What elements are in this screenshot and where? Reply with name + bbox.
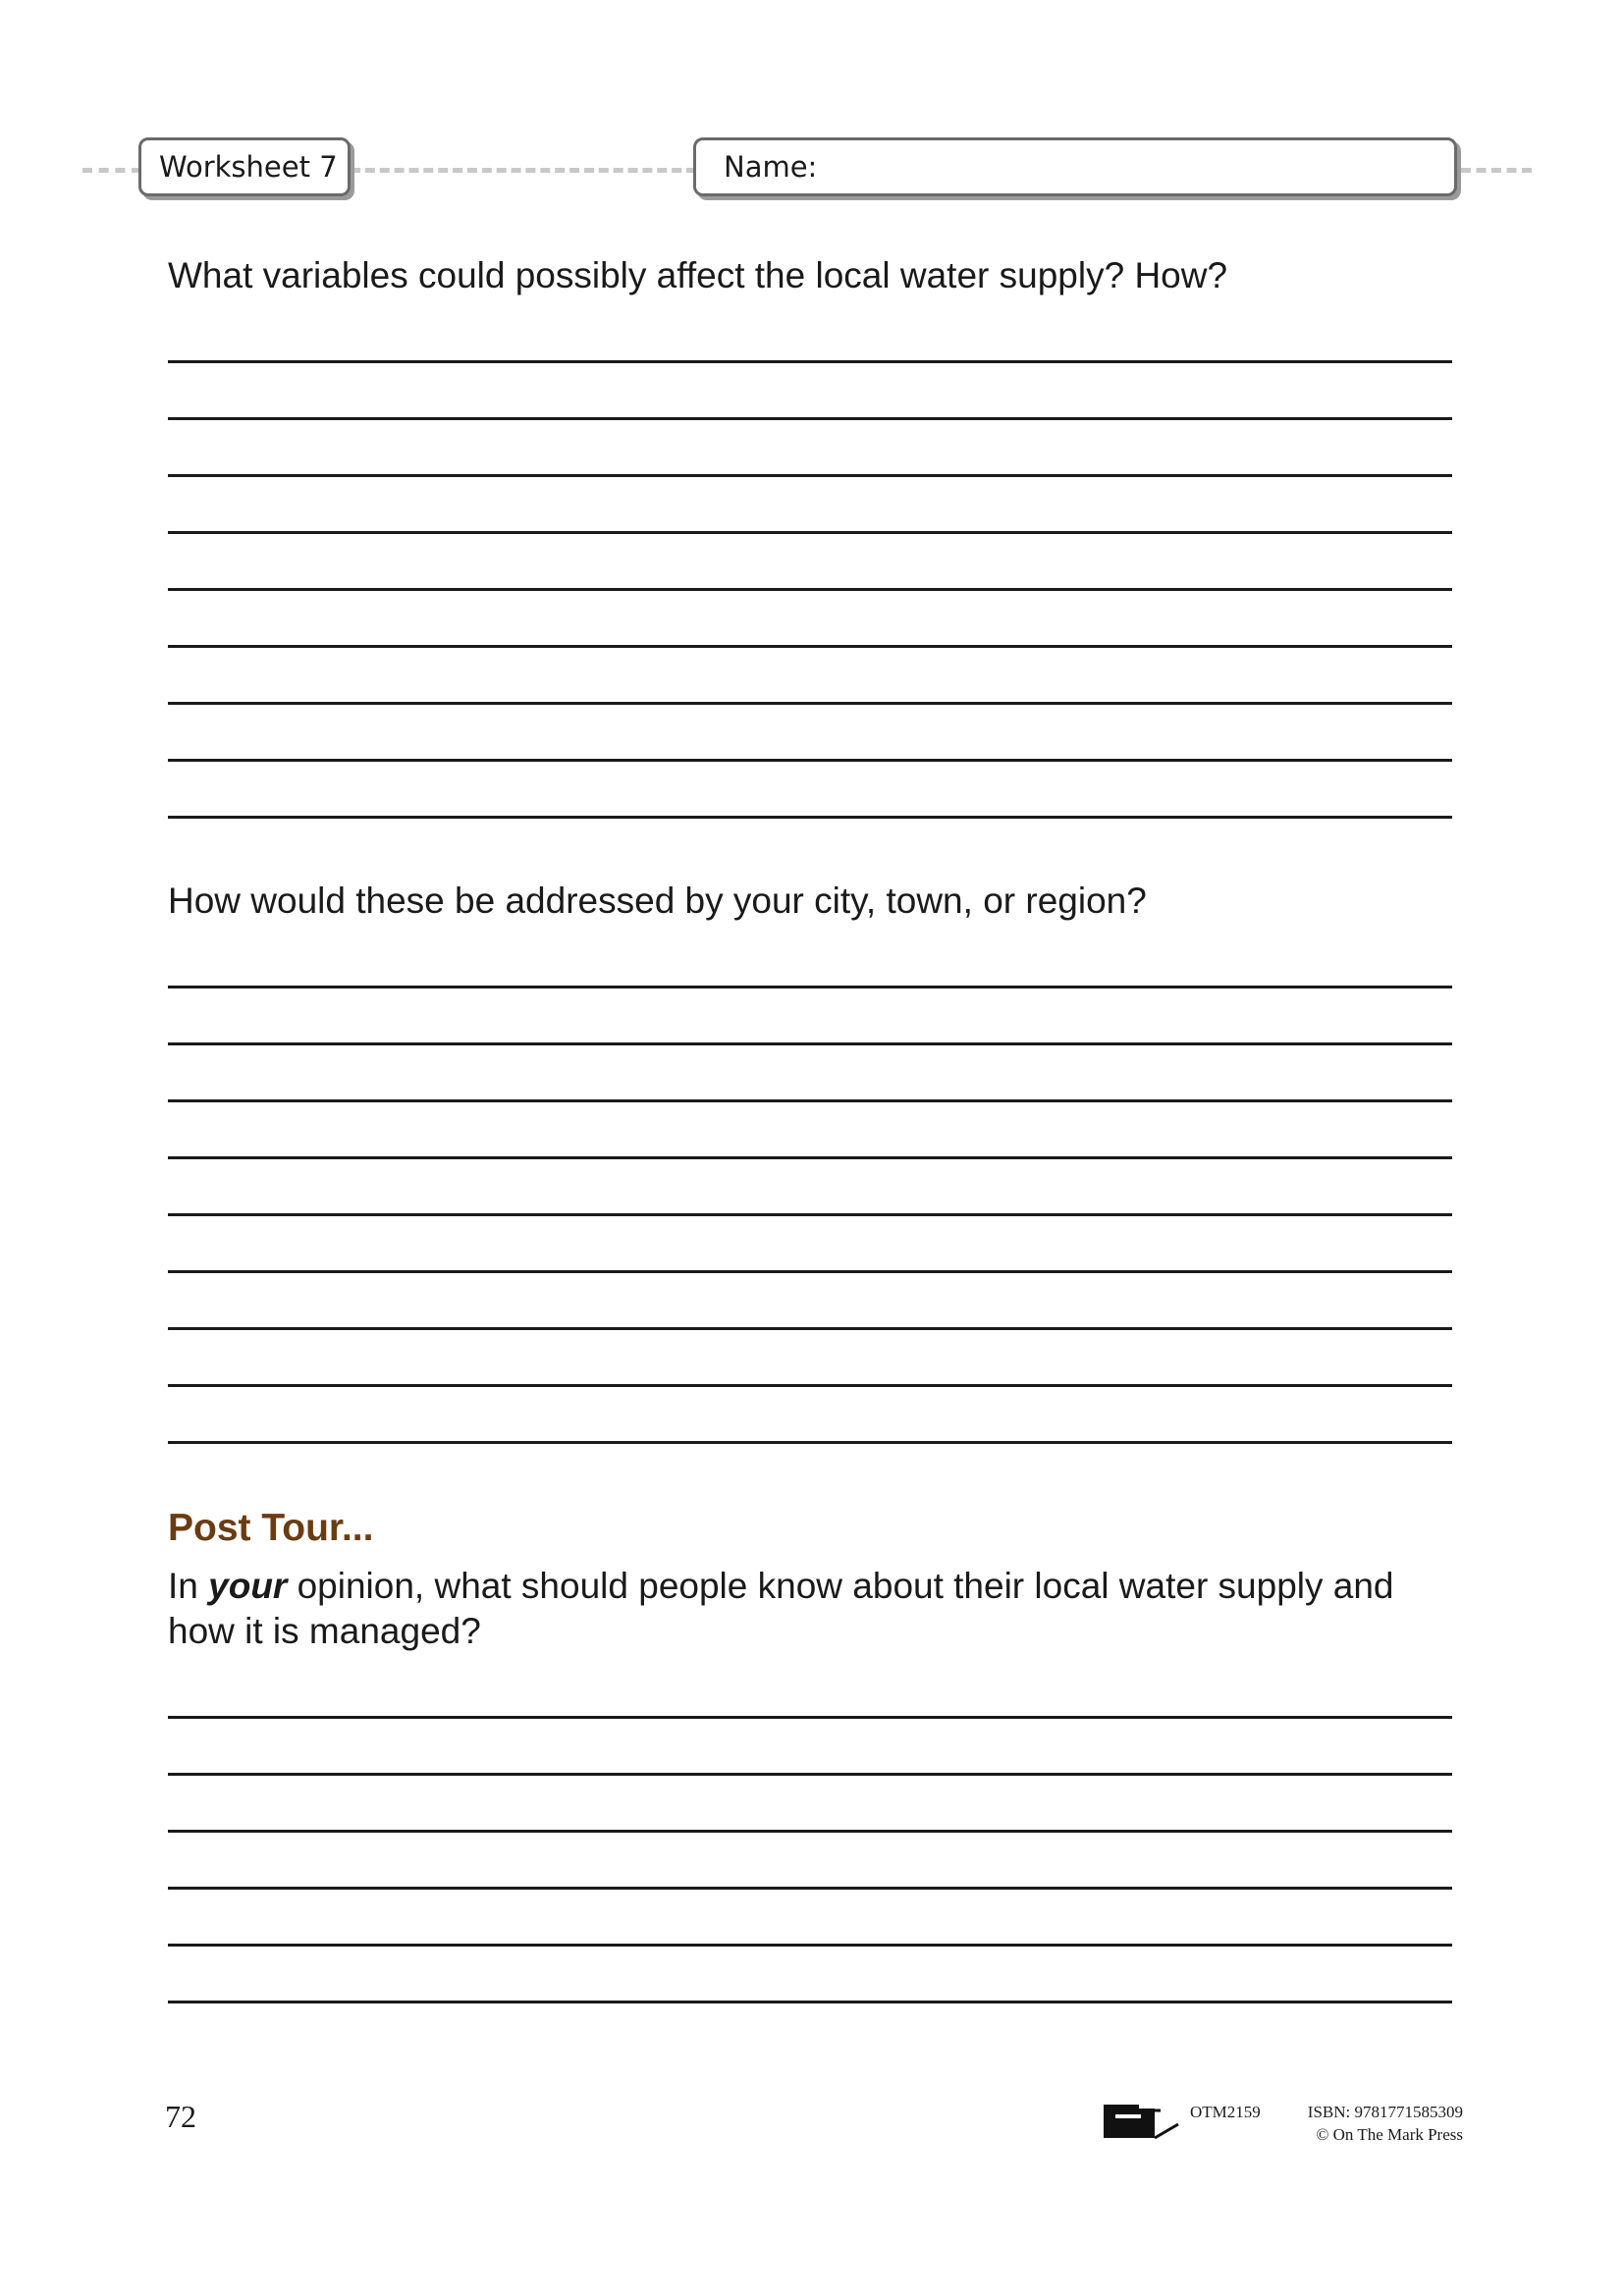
name-label: Name:: [724, 150, 818, 184]
answer-line[interactable]: [168, 986, 1452, 988]
answer-line[interactable]: [168, 645, 1452, 648]
answer-line[interactable]: [168, 2001, 1452, 2003]
answer-line[interactable]: [168, 360, 1452, 363]
header-dashed-rule-right: [1461, 168, 1532, 173]
answer-lines-question-2[interactable]: [168, 986, 1452, 1447]
header-dashed-rule-left: [82, 168, 141, 173]
answer-line[interactable]: [168, 1384, 1452, 1387]
answer-line[interactable]: [168, 1270, 1452, 1273]
post-tour-question-prefix: In: [168, 1566, 209, 1606]
post-tour-question-emphasis: your: [208, 1566, 288, 1606]
answer-line[interactable]: [168, 759, 1452, 762]
post-tour-heading: Post Tour...: [168, 1507, 374, 1549]
isbn: ISBN: 9781771585309: [1307, 2103, 1463, 2121]
question-2: How would these be addressed by your city, town, or region?: [168, 881, 1147, 921]
answer-line[interactable]: [168, 1327, 1452, 1330]
answer-lines-post-tour[interactable]: [168, 1716, 1452, 2010]
answer-line[interactable]: [168, 1944, 1452, 1947]
answer-line[interactable]: [168, 1156, 1452, 1159]
answer-line[interactable]: [168, 1441, 1452, 1444]
answer-line[interactable]: [168, 1042, 1452, 1045]
on-the-mark-press-logo-icon: [1102, 2099, 1180, 2144]
answer-line[interactable]: [168, 1099, 1452, 1102]
copyright: © On The Mark Press: [1316, 2125, 1463, 2144]
product-code: OTM2159: [1190, 2103, 1261, 2121]
publisher-info: [1190, 2101, 1463, 2146]
answer-line[interactable]: [168, 417, 1452, 420]
answer-line[interactable]: [168, 1213, 1452, 1216]
answer-line[interactable]: [168, 816, 1452, 819]
answer-line[interactable]: [168, 1887, 1452, 1890]
question-1: What variables could possibly affect the local water supply? How?: [168, 255, 1228, 295]
post-tour-question: [168, 1564, 1464, 1654]
answer-line[interactable]: [168, 1716, 1452, 1719]
answer-line[interactable]: [168, 531, 1452, 534]
post-tour-question-rest: opinion, what should people know about their local water supply and how it is managed?: [168, 1566, 1394, 1651]
answer-line[interactable]: [168, 588, 1452, 591]
answer-lines-question-1[interactable]: [168, 360, 1452, 822]
answer-line[interactable]: [168, 474, 1452, 477]
answer-line[interactable]: [168, 1773, 1452, 1776]
header-dashed-rule-middle: [351, 168, 696, 173]
name-field[interactable]: [693, 137, 1457, 196]
worksheet-label: Worksheet 7: [159, 150, 338, 184]
answer-line[interactable]: [168, 702, 1452, 705]
answer-line[interactable]: [168, 1830, 1452, 1833]
worksheet-tab: [138, 137, 351, 196]
page-number: 72: [165, 2099, 196, 2134]
